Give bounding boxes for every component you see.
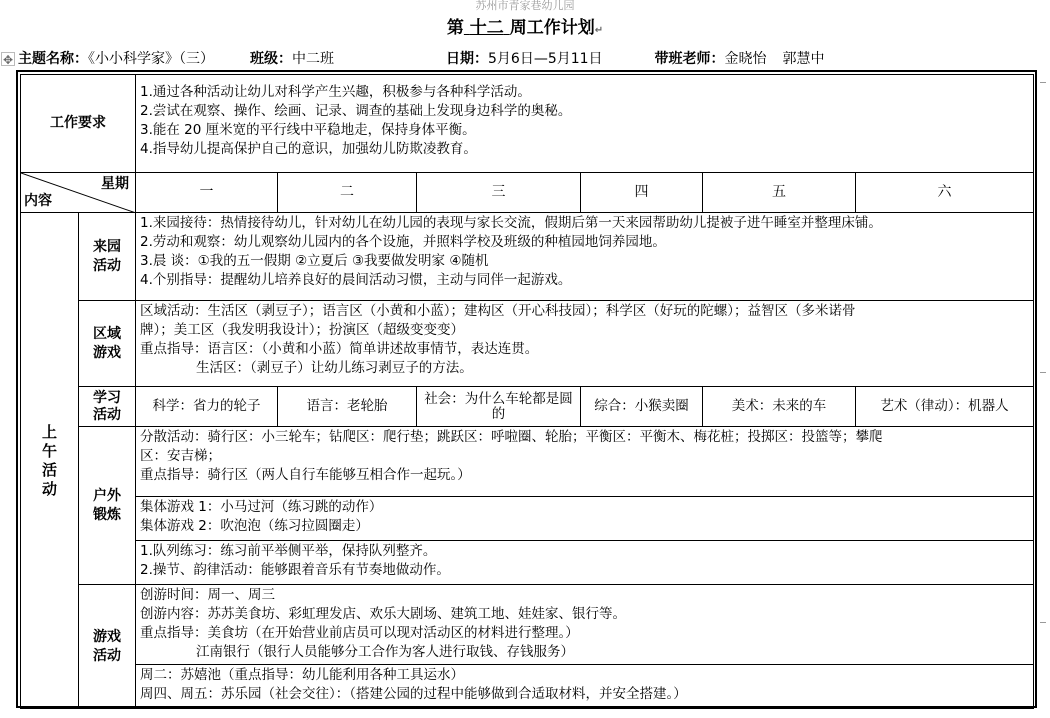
requirement-item: 1.通过各种活动让幼儿对科学产生兴趣，积极参与各种科学活动。 <box>140 84 531 100</box>
area-games-line: 牌）；美工区（我发明我设计）；扮演区（超级变变变） <box>140 322 464 338</box>
learning-activity-mon: 科学：省力的轮子 <box>136 387 278 427</box>
requirement-item: 2.尝试在观察、操作、绘画、记录、调查的基础上发现身边科学的奥秘。 <box>140 103 572 119</box>
class-label: 班级： <box>250 51 292 67</box>
morning-label-cell <box>21 213 79 709</box>
title-suffix: 周工作计划 <box>509 18 595 38</box>
arrival-label-cell <box>79 213 136 301</box>
theme-label: 主题名称： <box>18 51 88 67</box>
morning-char: 上 <box>41 422 57 441</box>
table-move-handle-icon[interactable]: ✥ <box>2 53 14 67</box>
paragraph-mark: ↵ <box>594 25 604 36</box>
outdoor-line: 2.操节、韵律活动：能够跟着音乐有节奏地做动作。 <box>140 562 450 578</box>
requirement-item: 3.能在 20 厘米宽的平行线中平稳地走，保持身体平衡。 <box>140 122 476 138</box>
outdoor-free-play <box>136 427 1034 497</box>
arrival-line: 2.劳动和观察：幼儿观察幼儿园内的各个设施，并照料学校及班级的种植园地饲养园地。 <box>140 234 666 250</box>
games-line: 创游时间：周一、周三 <box>140 587 275 603</box>
teacher-label: 带班老师： <box>654 51 725 67</box>
area-games-label: 区域 <box>93 325 121 342</box>
learning-activity-tue: 语言：老轮胎 <box>278 387 417 427</box>
area-games-line: 重点指导：语言区：（小黄和小蓝）简单讲述故事情节，表达连贯。 <box>140 341 539 357</box>
teacher-value: 金晓怡 <box>724 51 767 67</box>
games-line: 创游内容：苏苏美食坊、彩虹理发店、欢乐大剧场、建筑工地、娃娃家、银行等。 <box>140 606 626 622</box>
outdoor-label: 锻炼 <box>93 506 121 523</box>
learning-activity-wed: 社会：为什么车轮都是圆的 <box>417 387 581 427</box>
morning-char: 动 <box>41 479 57 498</box>
requirements-row <box>21 75 1034 173</box>
date-value: 5月6日—5月11日 <box>488 51 603 67</box>
learning-label: 学习 <box>93 389 121 406</box>
games-label-cell <box>79 585 136 709</box>
area-games-line: 区域活动：生活区（剥豆子）；语言区（小黄和小蓝）；建构区（开心科技园）；科学区（好玩的陀螺）；益智区（多米诺骨 <box>140 303 856 319</box>
outdoor-label-cell <box>79 427 136 585</box>
day-header-tue: 二 <box>278 173 417 213</box>
outdoor-line: 分散活动：骑行区：小三轮车；钻爬区：爬行垫；跳跃区：呼啦圈、轮胎；平衡区：平衡木、梅花桩；投掷区：投篮等；攀爬 <box>140 429 883 445</box>
games-creative <box>136 585 1034 665</box>
games-line: 重点指导：美食坊（在开始营业前店员可以现对活动区的材料进行整理。） <box>140 625 579 641</box>
outdoor-line: 集体游戏 2：吹泡泡（练习拉圆圈走） <box>140 518 369 534</box>
school-header: 苏州市青家巷幼儿园 <box>475 0 575 12</box>
outdoor-line: 重点指导：骑行区（两人自行车能够互相合作一起玩。） <box>140 467 471 483</box>
day-header-fri: 五 <box>703 173 856 213</box>
class-value: 中二班 <box>292 51 334 67</box>
title-prefix: 第 <box>446 18 464 38</box>
outdoor-label: 户外 <box>93 487 121 504</box>
games-label: 游戏 <box>93 628 121 645</box>
learning-row <box>21 387 1034 427</box>
outdoor-line: 1.队列练习：练习前平举侧平举，保持队列整齐。 <box>140 543 437 559</box>
arrival-line: 4.个别指导：提醒幼儿培养良好的晨间活动习惯，主动与同伴一起游戏。 <box>140 272 572 288</box>
arrival-content <box>136 213 1034 301</box>
corner-top-label: 星期 <box>101 176 129 192</box>
outdoor-row-1 <box>21 427 1034 497</box>
morning-char: 午 <box>41 441 57 460</box>
day-header-sat: 六 <box>856 173 1034 213</box>
week-number: 十二 <box>469 18 504 38</box>
learning-activity-thu: 综合：小猴卖圈 <box>581 387 703 427</box>
arrival-line: 3.晨 谈：①我的五一假期 ②立夏后 ③我要做发明家 ④随机 <box>140 253 489 269</box>
day-header-thu: 四 <box>581 173 703 213</box>
date-label: 日期： <box>446 51 488 67</box>
games-line: 江南银行（银行人员能够分工合作为客人进行取钱、存钱服务） <box>196 644 574 660</box>
day-header-mon: 一 <box>136 173 278 213</box>
teacher-value-2: 郭慧中 <box>782 51 825 67</box>
area-games-label-cell <box>79 301 136 387</box>
area-games-content <box>136 301 1034 387</box>
learning-label: 活动 <box>93 406 121 423</box>
requirements-label-cell <box>21 75 136 173</box>
area-games-row <box>21 301 1034 387</box>
games-row-2 <box>21 665 1034 709</box>
games-weekly <box>136 665 1034 709</box>
week-header-row <box>21 173 1034 213</box>
corner-bottom-label: 内容 <box>24 193 52 209</box>
day-header-wed: 三 <box>417 173 581 213</box>
arrival-label: 来园 <box>93 238 121 255</box>
requirements-label: 工作要求 <box>50 115 106 131</box>
area-games-line: 生活区：（剥豆子）让幼儿练习剥豆子的方法。 <box>196 360 473 376</box>
corner-cell <box>21 173 136 213</box>
theme-value: 《小小科学家》（三） <box>88 51 214 67</box>
ruler-marks <box>1040 72 1048 712</box>
arrival-line: 1.来园接待：热情接待幼儿，针对幼儿在幼儿园的表现与家长交流，假期后第一天来园帮助幼儿提被子进午睡室并整理床铺。 <box>140 215 882 231</box>
morning-char: 活 <box>41 460 57 479</box>
learning-label-cell <box>79 387 136 427</box>
arrival-label: 活动 <box>93 257 121 274</box>
info-line <box>18 49 1038 69</box>
games-line: 周二：苏嬉池（重点指导：幼儿能利用各种工具运水） <box>140 667 464 683</box>
page-title <box>0 17 1050 42</box>
games-line: 周四、周五：苏乐园（社会交往）：（搭建公园的过程中能够做到合适取材料，并安全搭建。） <box>140 686 687 702</box>
games-label: 活动 <box>93 647 121 664</box>
outdoor-row-2 <box>21 497 1034 541</box>
outdoor-row-3 <box>21 541 1034 585</box>
area-games-label: 游戏 <box>93 344 121 361</box>
requirements-content <box>136 75 1034 173</box>
outdoor-line: 集体游戏 1：小马过河（练习跳的动作） <box>140 499 383 515</box>
arrival-row <box>21 213 1034 301</box>
weekly-plan-table <box>20 74 1034 709</box>
learning-activity-sat: 艺术（律动）：机器人 <box>856 387 1034 427</box>
outdoor-group-games <box>136 497 1034 541</box>
outdoor-exercises <box>136 541 1034 585</box>
learning-activity-fri: 美术：未来的车 <box>703 387 856 427</box>
requirement-item: 4.指导幼儿提高保护自己的意识，加强幼儿防欺凌教育。 <box>140 141 477 157</box>
games-row-1 <box>21 585 1034 665</box>
outdoor-line: 区：安吉梯； <box>140 448 221 464</box>
